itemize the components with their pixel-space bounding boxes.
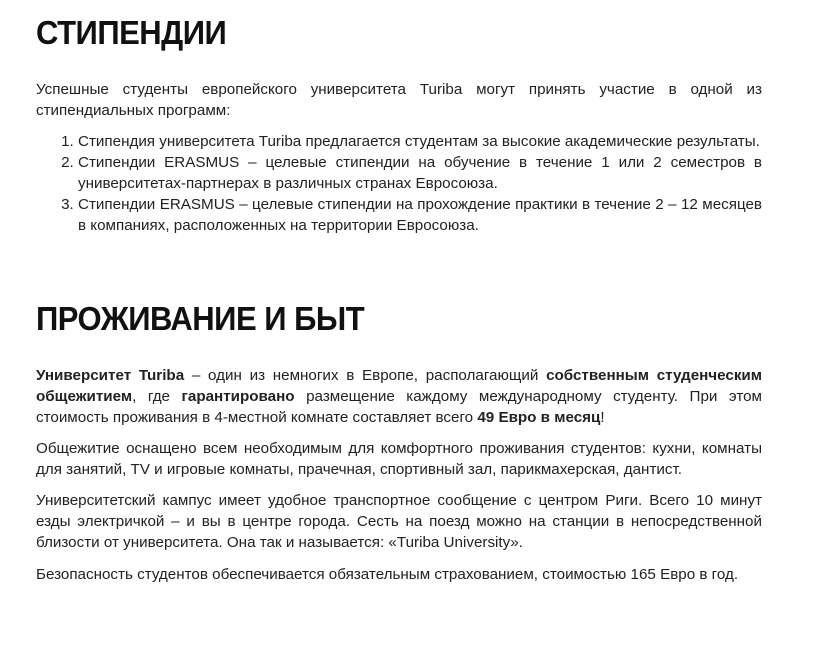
scholarships-heading: СТИПЕНДИИ [36,14,227,52]
housing-paragraph-2: Общежитие оснащено всем необходимым для комфортного проживания студентов: кухни, комнаты для занятий, TV и игровые комнаты, прачечная, спортивный зал, парикмахерская, дантист. [36,440,762,478]
scholarships-intro: Успешные студенты европейского университета Turiba могут принять участие в одной из стипендиальных программ: [36,81,762,119]
housing-heading: ПРОЖИВАНИЕ И БЫТ [36,300,365,338]
bold-text: гарантировано [181,388,295,405]
bold-text: 49 Евро в месяц [477,409,601,426]
scholarships-list [36,131,762,236]
housing-paragraph-1 [36,365,762,428]
bold-text: собственным студенческим общежитием [36,367,762,405]
text: – один из немногих в Европе, располагающий [184,367,547,384]
list-item: 1. Стипендия университета Turiba предлагается студентам за высокие академические результаты. [78,131,762,152]
list-item: 2. Стипендии ERASMUS – целевые стипендии на обучение в течение 1 или 2 семестров в университетах-партнерах в различных странах Евросоюза. [78,152,762,194]
text: ! [600,409,605,426]
housing-paragraph-3: Университетский кампус имеет удобное транспортное сообщение с центром Риги. Всего 10 минут езды электричкой – и вы в центре города. Сесть на поезд можно на станции в непосредственной близости от университета. Она так и называется: «Turiba University». [36,492,762,551]
list-item: 3. Стипендии ERASMUS – целевые стипендии на прохождение практики в течение 2 – 12 месяцев в компаниях, расположенных на территории Евросоюза. [78,194,762,236]
text: размещение каждому международному студенту. При этом стоимость проживания в 4-местной комнате составляет всего [36,388,762,426]
housing-paragraph-4: Безопасность студентов обеспечивается обязательным страхованием, стоимостью 165 Евро в год. [36,566,739,583]
bold-text: Университет Turiba [36,367,185,384]
text: , где [132,388,182,405]
